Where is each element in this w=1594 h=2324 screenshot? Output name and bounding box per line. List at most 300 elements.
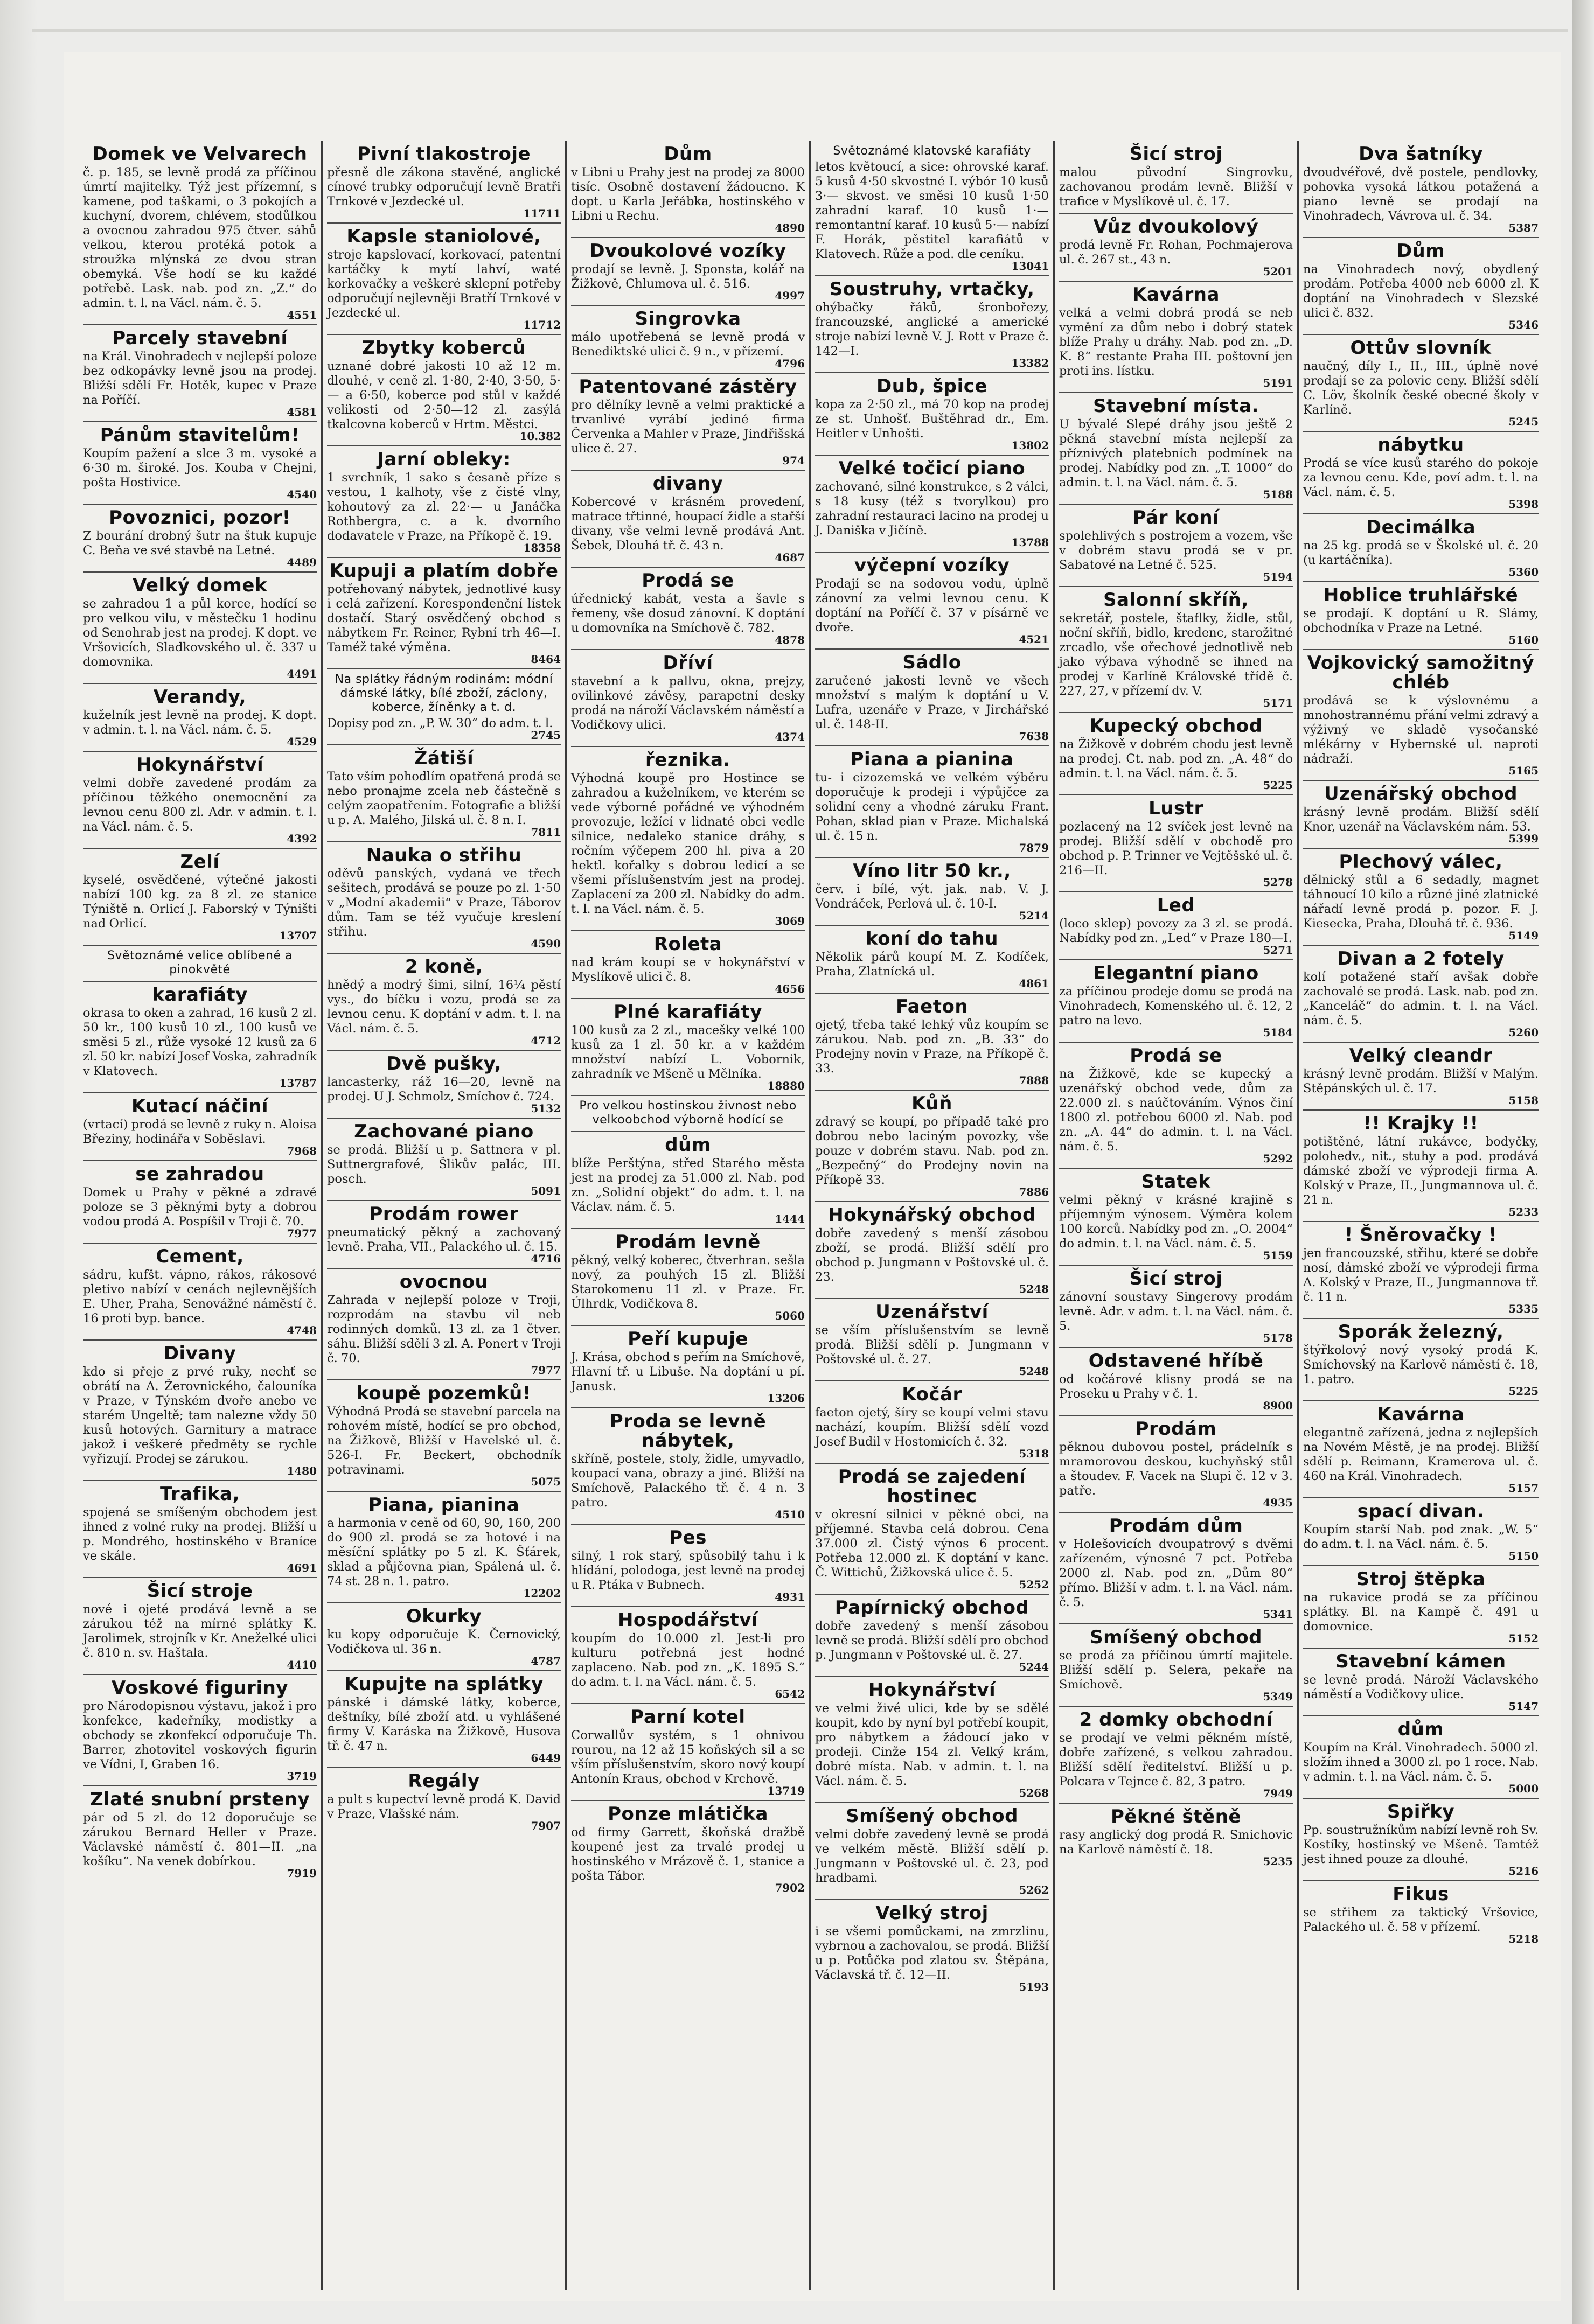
ad-number: 3719 xyxy=(287,1770,317,1783)
ad-number: 5233 xyxy=(1508,1205,1539,1218)
ad-number: 5178 xyxy=(1263,1331,1293,1344)
ad-body: a pult s kupectví levně prodá K. David v Praze, Vlašské nám. xyxy=(327,1792,561,1821)
classified-columns xyxy=(79,141,1544,2290)
classified-ad xyxy=(815,1091,1049,1202)
ad-heading: Kočár xyxy=(902,1384,962,1405)
ad-body: krásný levně prodám. Bližší v Malým. Stěpánských ul. č. 17. xyxy=(1303,1067,1539,1095)
classified-ad xyxy=(1059,282,1293,393)
ad-heading: Šicí stroj xyxy=(1129,143,1223,165)
ad-body: lancasterky, ráž 16—20, levně na prodej. U J. Schmolz, Smíchov č. 724. xyxy=(327,1075,561,1104)
ad-number: 5335 xyxy=(1508,1302,1539,1315)
ad-body: kopa za 2·50 zl., má 70 kop na prodej ze st. Unhošť. Buštěhrad dr., Em. Heitler v Unhošti. xyxy=(815,397,1049,441)
ad-heading: Verandy, xyxy=(153,686,247,708)
ad-heading: Cement, xyxy=(156,1246,244,1267)
classified-ad xyxy=(815,276,1049,373)
ad-heading: Jarní obleky: xyxy=(377,449,511,470)
ad-heading: Kutací náčiní xyxy=(131,1095,269,1117)
ad-body: prodá levně Fr. Rohan, Pochmajerova ul. č. 267 st., 43 n. xyxy=(1059,238,1293,267)
ad-body: velmi dobře zavedené prodám za příčinou těžkého onemocnění za levnou cenu 800 zl. Adr. v admin. t. l. na Václ. nám. č. 5. xyxy=(83,776,317,834)
ad-number: 4796 xyxy=(775,357,805,370)
classified-ad xyxy=(571,1326,805,1408)
ad-heading: Zlaté snubní prsteny xyxy=(89,1789,310,1810)
classified-ad xyxy=(1059,1169,1293,1266)
classified-ad xyxy=(327,1201,561,1269)
ad-heading: Pánům stavitelům! xyxy=(100,424,300,446)
classified-ad xyxy=(327,1051,561,1119)
ad-heading: Prodá se xyxy=(1130,1045,1222,1066)
column-1 xyxy=(79,141,323,2290)
classified-ad xyxy=(815,1900,1049,1996)
ad-number: 5193 xyxy=(1019,1980,1049,1993)
ad-number: 7638 xyxy=(1019,730,1049,743)
ad-body: pár od 5 zl. do 12 doporučuje se zárukou Bernard Heller v Praze. Václavské náměstí č. 801—II. „na košíku“. Na venek dobírkou. xyxy=(83,1811,317,1868)
classified-ad xyxy=(815,1677,1049,1803)
classified-ad xyxy=(1059,1624,1293,1707)
ad-heading: spací divan. xyxy=(1357,1501,1485,1522)
ad-body: pánské i dámské látky, koberce, deštníky, bílé zboží atd. u vyhlášené firmy V. Karáska na Žižkově, Husova tř. č. 47 n. xyxy=(327,1695,561,1753)
ad-body: Tato vším pohodlím opatřená prodá se nebo pronajme zcela neb částečně s celým zaopatřením. Fotografie a bližší u p. A. Malého, Jilská ul. č. 8 n. I. xyxy=(327,770,561,827)
ad-heading: Spiřky xyxy=(1387,1801,1455,1823)
ad-body: nad krám koupí se v hokynářství v Myslíkově ulici č. 8. xyxy=(571,955,805,984)
ad-heading: Smíšený obchod xyxy=(1090,1627,1262,1648)
ad-body: v okresní silnici v pěkné obci, na příjemné. Stavba celá dobrou. Cena 37.000 zl. Čistý výnos 6 procent. Potřeba 12.000 zl. K doptání v kanc. Č. Wittichů, Žižkovská ulice č. 5. xyxy=(815,1508,1049,1580)
classified-ad xyxy=(327,669,561,745)
ad-heading: Decimálka xyxy=(1366,517,1476,538)
ad-number: 5152 xyxy=(1508,1632,1539,1645)
ad-body: pro dělníky levně a velmi praktické a trvanlivé vyrábí jediné firma Červenka a Mahler v Praze, Jindřišská ulice č. 27. xyxy=(571,398,805,456)
ad-heading: Soustruhy, vrtačky, xyxy=(829,278,1035,300)
ad-heading: Voskové figuriny xyxy=(112,1677,288,1699)
ad-number: 5318 xyxy=(1019,1447,1049,1460)
classified-ad xyxy=(83,982,317,1093)
ad-body: Pp. soustružníkům nabízí levně roh Sv. Kostíky, hostinský ve Mšeně. Tamtéž jest ihned pouze za dlouhé. xyxy=(1303,1823,1539,1866)
ad-body: na Král. Vinohradech v nejlepší poloze bez odkopávky levně jsou na prodej. Bližší sdělí Fr. Hotěk, kupec v Praze na Poříčí. xyxy=(83,350,317,407)
ad-number: 5149 xyxy=(1508,929,1539,942)
ad-body: krásný levně prodám. Bližší sdělí Knor, uzenář na Václavském nám. 53. xyxy=(1303,805,1539,834)
ad-number: 13719 xyxy=(767,1784,805,1797)
ad-heading: se zahradou xyxy=(135,1163,264,1185)
classified-ad xyxy=(571,141,805,238)
ad-body: zdravý se koupí, po případě také pro dobrou nebo laciným povozky, vše pouze v dobrém stavu. Nab. pod zn. „Bezpečný“ do Prodejny novin na Příkopě 33. xyxy=(815,1115,1049,1187)
ad-heading: Elegantní piano xyxy=(1093,962,1259,984)
ad-body: velká a velmi dobrá prodá se neb vymění za dům nebo i dobrý statek blíže Prahy u dráhy. Nab. pod zn. „D. K. 8“ restante Praha III. poštovní jen proti ins. lístku. xyxy=(1059,306,1293,378)
classified-ad xyxy=(1303,1401,1539,1498)
classified-ad xyxy=(1303,1566,1539,1649)
ad-heading: Dvě pušky, xyxy=(386,1053,502,1074)
ad-heading: Stavební kámen xyxy=(1335,1651,1506,1672)
classified-ad xyxy=(83,1093,317,1161)
classified-ad xyxy=(571,1607,805,1704)
classified-ad xyxy=(1059,1707,1293,1804)
ad-body: dobře zavedený s menší zásobou zboží, se prodá. Bližší sdělí pro obchod p. Jungmann v Poštovské ul. č. 23. xyxy=(815,1226,1049,1284)
ad-number: 5157 xyxy=(1508,1482,1539,1495)
ad-heading: Šicí stroj xyxy=(1129,1268,1223,1289)
ad-body: Domek u Prahy v pěkné a zdravé poloze se 3 pěknými byty a dobrou vodou prodá A. Pospíšil v Troji č. 70. xyxy=(83,1185,317,1229)
ad-number: 4716 xyxy=(531,1252,561,1265)
ad-heading: Peří kupuje xyxy=(628,1328,748,1350)
classified-ad xyxy=(1303,238,1539,335)
classified-ad xyxy=(1303,141,1539,238)
ad-body: kuželník jest levně na prodej. K dopt. v admin. t. l. na Václ. nám. č. 5. xyxy=(83,708,317,737)
classified-ad xyxy=(1059,795,1293,892)
classified-ad xyxy=(571,1525,805,1607)
classified-ad xyxy=(1303,1043,1539,1111)
ad-number: 5349 xyxy=(1263,1690,1293,1703)
ad-body: Prodá se více kusů starého do pokoje za levnou cenu. Kde, poví adm. t. l. na Václ. nám. č. 5. xyxy=(1303,456,1539,499)
ad-body: spojená se smíšeným obchodem jest ihned z volné ruky na prodej. Bližší u p. Mondrého, hostinského v Braníce ve skále. xyxy=(83,1505,317,1563)
ad-heading: Žátiší xyxy=(414,748,474,769)
ad-body: se střihem za taktický Vršovice, Palackého ul. č. 58 v přízemí. xyxy=(1303,1906,1539,1934)
column-6 xyxy=(1299,141,1543,2290)
classified-ad xyxy=(571,471,805,568)
ad-body: na Žižkově v dobrém chodu jest levně na prodej. Ct. nab. pod zn. „A. 48“ do admin. t. l. na Václ. nám. č. 5. xyxy=(1059,737,1293,780)
ad-body: oděvů panských, vydaná ve třech sešitech, prodává se pouze po zl. 1·50 v „Modní akademii“ v Praze, Táborov dům. Tam se též vyučuje kreslení střihu. xyxy=(327,867,561,939)
ad-heading: Víno litr 50 kr., xyxy=(853,860,1011,882)
ad-heading: Stavební místa. xyxy=(1093,395,1259,417)
ad-body: se prodají. K doptání u R. Slámy, obchodníka v Praze na Letné. xyxy=(1303,606,1539,635)
ad-number: 13382 xyxy=(1011,357,1049,369)
ad-number: 5132 xyxy=(531,1102,561,1115)
ad-heading: Parní kotel xyxy=(630,1706,746,1728)
ad-number: 5171 xyxy=(1263,696,1293,709)
classified-ad xyxy=(1303,1319,1539,1401)
ad-heading: Velký domek xyxy=(132,575,268,596)
ad-body: č. p. 185, se levně prodá za příčinou úmrtí majitelky. Týž jest přízemní, s kamene, pod taškami, o 3 pokojích a kuchyní, dvorem, chlévem, stodůlkou a ovocnou zahradou 975 čtver. sáhů velkou, kterou protéká potok a stroužka mlýnská ze dvou stran obemyká. Vše hodí se ku každé potřebě. Lask. nab. pod zn. „Z.“ do admin. t. l. na Václ. nám. č. 5. xyxy=(83,165,317,310)
ad-number: 5060 xyxy=(775,1309,805,1322)
classified-ad xyxy=(327,1603,561,1671)
ad-number: 11712 xyxy=(523,318,561,331)
ad-heading: Zbytky koberců xyxy=(361,337,526,359)
ad-body: na Žižkově, kde se kupecký a uzenářský obchod vede, dům za 22.000 zl. s naúčtováním. Výnos činí 1800 zl. potřebou 6000 zl. Nab. pod zn. „A. 44“ do admin. t. l. na Václ. nám. č. 5. xyxy=(1059,1067,1293,1154)
classified-ad xyxy=(1303,514,1539,582)
ad-heading: Kavárna xyxy=(1377,1404,1465,1425)
ad-number: 1480 xyxy=(287,1464,317,1477)
classified-ad xyxy=(1303,432,1539,514)
ad-number: 5160 xyxy=(1508,633,1539,646)
classified-ad xyxy=(815,373,1049,456)
ad-number: 5260 xyxy=(1508,1026,1539,1039)
ad-body: zánovní soustavy Singerovy prodám levně. Adr. v adm. t. l. na Václ. nám. č. 5. xyxy=(1059,1290,1293,1333)
ad-body: Výhodná Prodá se stavební parcela na rohovém místě, hodící se pro obchod, na Žižkově, Bližší v Havelské ul. č. 526-I. Fr. Beckert, obchodník potravinami. xyxy=(327,1405,561,1477)
ad-body: se vším příslušenstvím se levně prodá. Bližší sdělí p. Jungmann v Poštovské ul. č. 27. xyxy=(815,1323,1049,1366)
classified-ad xyxy=(571,374,805,471)
ad-body: (vrtací) prodá se levně z ruky n. Aloisa Březiny, hodinářa v Soběslavi. xyxy=(83,1118,317,1146)
classified-ad xyxy=(327,745,561,842)
ad-number: 6542 xyxy=(775,1687,805,1700)
ad-number: 5147 xyxy=(1508,1700,1539,1713)
classified-ad xyxy=(327,224,561,335)
classified-ad xyxy=(83,422,317,505)
classified-ad xyxy=(83,849,317,946)
ad-heading: Fikus xyxy=(1393,1883,1449,1905)
classified-ad xyxy=(815,746,1049,858)
ad-body: málo upotřebená se levně prodá v Benediktské ulici č. 9 n., v přízemí. xyxy=(571,330,805,359)
ad-number: 4712 xyxy=(531,1034,561,1047)
ad-number: 7949 xyxy=(1263,1787,1293,1800)
ad-heading: Divany xyxy=(163,1343,236,1364)
ad-heading: ovocnou xyxy=(399,1271,489,1293)
ad-number: 5244 xyxy=(1019,1660,1049,1673)
ad-number: 4890 xyxy=(775,221,805,234)
ad-body: se zahradou 1 a půl korce, hodící se pro velkou vilu, v městečku 1 hodinu od Senohrab jest na prodej. K dopt. ve Vršovicích, Sladkovského ul. č. 337 u domovnika. xyxy=(83,597,317,669)
ad-body: Koupím starší Nab. pod znak. „W. 5“ do adm. t. l. na Václ. nám. č. 5. xyxy=(1303,1523,1539,1551)
ad-body: se levně prodá. Nároží Václavského náměstí a Vodičkovy ulice. xyxy=(1303,1673,1539,1701)
ad-number: 4997 xyxy=(775,289,805,302)
classified-ad xyxy=(815,926,1049,994)
ad-body: Dopisy pod zn. „P. W. 30“ do adm. t. l. xyxy=(327,716,553,730)
ad-heading: Hokynářský obchod xyxy=(828,1204,1036,1226)
ad-number: 5271 xyxy=(1263,944,1293,957)
ad-body: naučný, díly I., II., III., úplně nové prodají se za polovic ceny. Bližší sdělí C. Löv, školník české obecné školy v Karlíně. xyxy=(1303,359,1539,417)
ad-number: 4551 xyxy=(287,309,317,322)
ad-heading: Hospodářství xyxy=(617,1609,758,1631)
ad-heading: Prodá se xyxy=(642,570,734,591)
classified-ad xyxy=(815,456,1049,553)
ad-heading: Patentované zástěry xyxy=(579,376,797,397)
column-3 xyxy=(567,141,811,2290)
ad-number: 4392 xyxy=(287,832,317,845)
ad-body: se prodají ve velmi pěkném místě, dobře zařízené, s velkou zahradou. Bližší sdělí ředitelství. Bližší u p. Polcara v Tejnce č. 82, 3 patro. xyxy=(1059,1731,1293,1789)
classified-ad xyxy=(83,325,317,422)
ad-number: 4491 xyxy=(287,667,317,680)
classified-ad xyxy=(1303,946,1539,1043)
classified-ad xyxy=(327,558,561,669)
ad-heading: Regály xyxy=(408,1770,480,1792)
ad-body: letos květoucí, a sice: ohrovské karaf. 5 kusů 4·50 skvostné I. výbór 10 kusů 3·— skvost. ve směsi 10 kusů 1·50 zahradní karaf. 10 kusů 1·— remontantní karaf. 10 kusů 5·— nabízí F. Horák, pěstitel karafiátů v Klatovech. Růže a pod. dle ceníku. xyxy=(815,160,1049,261)
ad-heading: Statek xyxy=(1141,1171,1211,1192)
ad-heading: Okurky xyxy=(406,1606,482,1627)
ad-body: úřednický kabát, vesta a šavle s řemeny, vše dosud zánovní. K doptání u domovníka na Smíchově č. 782. xyxy=(571,592,805,635)
ad-heading: !! Krajky !! xyxy=(1363,1113,1479,1134)
classified-ad xyxy=(1303,335,1539,432)
ad-heading: Vojkovický samožitný chléb xyxy=(1307,652,1535,693)
ad-body: pěkný, velký koberec, čtverhran. sešla nový, za pouhých 15 zl. Bližší Starokomenu 11 zl. v Praze. Fr. Úlhrdk, Vodičkova 8. xyxy=(571,1253,805,1311)
ad-number: 7879 xyxy=(1019,841,1049,854)
ad-number: 7902 xyxy=(775,1881,805,1894)
ad-body: ohýbačky řáků, šronbořezy, francouzské, anglické a americké stroje nabízí levně V. J. Rott v Praze č. 142—I. xyxy=(815,301,1049,358)
ad-body: jen francouzské, střihu, které se dobře nosí, dámské zboží ve výprodeji firma A. Kolský v Praze, II., Jungmannova tř. č. 11 n. xyxy=(1303,1246,1539,1304)
classified-ad xyxy=(327,1380,561,1492)
ad-number: 4656 xyxy=(775,982,805,995)
classified-ad xyxy=(815,650,1049,746)
ad-heading: Zelí xyxy=(180,851,220,873)
ad-heading: Smíšený obchod xyxy=(846,1805,1018,1827)
ad-heading: 2 koně, xyxy=(405,956,483,978)
ad-body: kdo si přeje z prvé ruky, nechť se obrátí na A. Žerovnického, čalouníka v Praze, v Týnském dvoře anebo ve starém Ungeltě; tam nalezne vždy 50 kusů hotových. Garnitury a matrace jakož i veškeré předměty se rychle vyřizují. Prodej se zárukou. xyxy=(83,1365,317,1466)
classified-ad xyxy=(1059,1043,1293,1169)
ad-heading: Divan a 2 fotely xyxy=(1337,948,1505,969)
classified-ad xyxy=(571,1096,805,1132)
ad-body: prodají se levně. J. Sponsta, kolář na Žižkově, Chlumova ul. č. 516. xyxy=(571,262,805,291)
ad-heading: nábytku xyxy=(1377,434,1464,456)
ad-body: na rukavice prodá se za příčinou splátky. Bl. na Kampě č. 491 u domovnice. xyxy=(1303,1590,1539,1634)
ad-heading: Uzenářský obchod xyxy=(1324,783,1518,805)
ad-body: prodává se k výslovnému a mnohostrannému přání velmi zdravý a výživný ve skladě vysočanské mlékárny v Hybernské ul. naproti nádraží. xyxy=(1303,694,1539,766)
classified-ad xyxy=(327,1671,561,1768)
ad-number: 7907 xyxy=(531,1819,561,1832)
classified-ad xyxy=(571,747,805,931)
ad-heading: Domek ve Velvarech xyxy=(92,143,308,165)
ad-body: za příčinou prodeje domu se prodá na Vinohradech, Komenského ul. č. 12, 2 patro na levo. xyxy=(1059,985,1293,1028)
ad-body: nové i ojeté prodává levně a se zárukou též na mírné splátky K. Jarolimek, strojník v Kr. Aneželké ulici č. 810 n. sv. Haštala. xyxy=(83,1602,317,1660)
ad-number: 5091 xyxy=(531,1184,561,1197)
ad-body: silný, 1 rok starý, spůsobilý tahu i k hlídání, polodoga, jest levně na prodej u R. Ptáka v Bubnech. xyxy=(571,1549,805,1592)
ad-body: Koupím pažení a slce 3 m. vysoké a 6·30 m. široké. Jos. Kouba v Chejni, pošta Hostivice. xyxy=(83,446,317,490)
column-2 xyxy=(323,141,567,2290)
ad-body: velmi pěkný v krásné krajině s příjemným výnosem. Výměra kolem 100 korců. Nabídky pod zn. „O. 2004“ do admin. t. l. na Václ. nám. č. 5. xyxy=(1059,1193,1293,1251)
ad-heading: Papírnický obchod xyxy=(834,1597,1029,1618)
ad-number: 5341 xyxy=(1263,1608,1293,1621)
ad-number: 3069 xyxy=(775,915,805,927)
classified-ad xyxy=(83,684,317,752)
ad-number: 7977 xyxy=(531,1364,561,1377)
ad-heading: Velký stroj xyxy=(875,1902,989,1924)
ad-heading: Proda se levně nábytek, xyxy=(609,1411,767,1451)
ad-heading: Pro velkou hostinskou živnost nebo velkoobchod výborně hodící se xyxy=(579,1099,797,1127)
ad-number: 13788 xyxy=(1011,536,1049,549)
classified-ad xyxy=(815,858,1049,926)
ad-body: rasy anglický dog prodá R. Smichovic na Karlově náměstí č. 18. xyxy=(1059,1828,1293,1857)
ad-body: od firmy Garrett, škoňská dražbě koupené jest za trvalé prodej u hostinského v Mrázově č. 1, stanice a pošta Tábor. xyxy=(571,1825,805,1883)
ad-heading: Singrovka xyxy=(635,308,741,330)
ad-body: elegantně zařízená, jedna z nejlepších na Novém Městě, je na prodej. Bližší sdělí p. Reimann, Kramerova ul. č. 460 na Král. Vinohradech. xyxy=(1303,1426,1539,1483)
ad-body: Výhodná koupě pro Hostince se zahradou a kuželníkem, ve kterém se vede výborné pořádné ve výhodném provozuje, ležící v lidnaté obci vedle silnice, nedaleko stanice dráhy, s ročním výčepem 200 hl. piva a 20 hektl. kořalky s dobrou ledicí a se všemi příslušenstvím jest na prodej. Zaplacení za 200 zl. Nabídky do adm. t. l. na Václ. nám. č. 5. xyxy=(571,771,805,916)
ad-heading: Kupecký obchod xyxy=(1089,715,1263,737)
ad-heading: dům xyxy=(665,1134,711,1156)
classified-ad xyxy=(815,1464,1049,1595)
ad-number: 7811 xyxy=(531,826,561,839)
ad-body: pěknou dubovou postel, prádelník s mramorovou deskou, kuchyňský stůl a štoudev. F. Vacek na Slupi č. 12 v 3. patře. xyxy=(1059,1440,1293,1498)
ad-body: kolí potažené staří avšak dobře zachovalé se prodá. Lask. nab. pod zn. „Kanceláč“ do admin. t. l. na Václ. nám. č. 5. xyxy=(1303,970,1539,1028)
ad-number: 5184 xyxy=(1263,1026,1293,1039)
ad-heading: koní do tahu xyxy=(866,928,998,950)
classified-ad xyxy=(83,573,317,684)
ad-number: 5252 xyxy=(1019,1578,1049,1591)
ad-number: 6449 xyxy=(531,1751,561,1764)
classified-ad xyxy=(571,931,805,999)
ad-number: 18358 xyxy=(523,541,561,554)
ad-heading: Salonní skříň, xyxy=(1103,589,1249,611)
ad-body: velmi dobře zavedený levně se prodá ve velkém městě. Bližší sdělí p. Jungmann v Poštovské ul. č. 23, pod hradbami. xyxy=(815,1827,1049,1885)
ad-body: faeton ojetý, šíry se koupí velmi stavu nachází, koupím. Bližší sdělí vozd Josef Budil v Hostomicích č. 32. xyxy=(815,1406,1049,1449)
ad-heading: Piana, pianina xyxy=(368,1494,520,1516)
ad-number: 4861 xyxy=(1019,977,1049,990)
ad-number: 2745 xyxy=(531,729,561,742)
ad-heading: Světoznámé klatovské karafiáty xyxy=(833,144,1031,158)
ad-number: 4687 xyxy=(775,551,805,564)
ad-body: okrasa to oken a zahrad, 16 kusů 2 zl. 50 kr., 100 kusů 10 zl., 100 kusů ve směsi 5 zl., růže vysoké 12 kusů za 6 zl. 50 kr. nabízí Josef Voska, zahradník v Klatovech. xyxy=(83,1006,317,1078)
classified-ad xyxy=(1303,1716,1539,1799)
ad-body: v Libni u Prahy jest na prodej za 8000 tisíc. Osobně dostavení žádoucno. K dopt. u Karla Jeřábka, hostinského v Libni u Rechu. xyxy=(571,165,805,223)
ad-heading: Dvoukolové vozíky xyxy=(589,240,786,262)
ad-heading: Uzenářství xyxy=(875,1301,989,1323)
ad-body: ku kopy odporučuje K. Černovický, Vodičkova ul. 36 n. xyxy=(327,1628,561,1656)
classified-ad xyxy=(83,141,317,325)
ad-number: 5398 xyxy=(1508,498,1539,511)
classified-ad xyxy=(327,141,561,224)
classified-ad xyxy=(83,752,317,849)
ad-number: 18880 xyxy=(767,1079,805,1092)
column-4 xyxy=(811,141,1055,2290)
classified-ad xyxy=(1059,214,1293,282)
ad-number: 4374 xyxy=(775,730,805,743)
ad-number: 13802 xyxy=(1011,439,1049,452)
ad-number: 4590 xyxy=(531,937,561,950)
ad-body: kyselé, osvědčené, výtečné jakosti nabízí 100 kg. za 8 zl. ze stanice Týniště n. Orlicí J. Faborský v Týništi nad Orlicí. xyxy=(83,873,317,931)
ad-number: 4489 xyxy=(287,556,317,569)
ad-heading: Kavárna xyxy=(1132,284,1220,305)
classified-ad xyxy=(571,238,805,306)
classified-ad xyxy=(1059,141,1293,214)
ad-heading: Hokynářství xyxy=(136,754,264,776)
classified-ad xyxy=(83,1786,317,1882)
classified-ad xyxy=(815,1381,1049,1464)
ad-heading: dům xyxy=(1397,1719,1444,1740)
classified-ad xyxy=(571,568,805,650)
ad-body: sádru, kufšt. vápno, rákos, rákosové pletivo nabízí v cenách nejlevnějších E. Uher, Praha, Senovážné náměstí č. 16 proti byp. bance. xyxy=(83,1268,317,1325)
classified-ad xyxy=(1059,505,1293,587)
ad-body: skříně, postele, stoly, židle, umyvadlo, koupací vana, obrazy a jiné. Bližší na Smíchově, Palackého tř. č. 4 n. 3 patro. xyxy=(571,1452,805,1510)
classified-ad xyxy=(1303,781,1539,849)
classified-ad xyxy=(571,999,805,1096)
classified-ad xyxy=(1303,1799,1539,1881)
classified-ad xyxy=(83,505,317,573)
ad-body: a harmonia v ceně od 60, 90, 160, 200 do 900 zl. prodá se za hotové i na měsíční splátky po 5 zl. K. Šťárek, sklad a půjčovna pian, Spálená ul. č. 74 st. 28 n. 1. patro. xyxy=(327,1516,561,1588)
ad-number: 13787 xyxy=(279,1077,317,1090)
ad-number: 5245 xyxy=(1508,415,1539,428)
classified-ad xyxy=(83,1675,317,1786)
classified-ad xyxy=(571,1704,805,1801)
ad-heading: Velké točicí piano xyxy=(838,458,1026,479)
ad-heading: Kůň xyxy=(911,1093,952,1114)
ad-number: 974 xyxy=(782,454,805,467)
ad-heading: Velký cleandr xyxy=(1349,1045,1493,1066)
ad-number: 7968 xyxy=(287,1144,317,1157)
classified-ad xyxy=(83,1578,317,1675)
ad-body: Corwallův systém, s 1 ohnivou rourou, na 12 až 15 koňských sil a se vším příslušenstvím, skoro nový koupí Antonín Kraus, obchod v Krchově. xyxy=(571,1728,805,1786)
ad-heading: Povoznici, pozor! xyxy=(109,507,291,528)
ad-heading: Pěkné štěně xyxy=(1110,1806,1241,1827)
ad-body: 100 kusů za 2 zl., macešky velké 100 kusů za 1 zl. 50 kr. a v každém množství nabízí L. Vobornik, zahradník ve Mšeně u Mělníka. xyxy=(571,1023,805,1081)
ad-number: 8900 xyxy=(1263,1399,1293,1412)
ad-body: tu- i cizozemská ve velkém výběru doporučuje k prodeji i výpůjčce za solidní ceny a vhodné záruku Frant. Pohan, sklad pian v Praze. Michalská ul. č. 15 n. xyxy=(815,771,1049,843)
ad-number: 12202 xyxy=(523,1587,561,1600)
ad-heading: Pivní tlakostroje xyxy=(357,143,531,165)
ad-heading: Zachované piano xyxy=(354,1121,534,1142)
classified-ad xyxy=(1059,1348,1293,1416)
classified-ad xyxy=(815,553,1049,650)
classified-ad xyxy=(1303,650,1539,781)
ad-body: pro Národopisnou výstavu, jakož i pro konfekce, kadeřníky, modistky a obchody se zkonfekcí odporučuje Th. Barrer, zhotovitel voskových figurin ve Vídni, I, Graben 16. xyxy=(83,1699,317,1771)
ad-heading: Prodám levně xyxy=(615,1231,761,1253)
newspaper-page xyxy=(64,52,1561,2301)
ad-body: U bývalé Slepé dráhy jsou ještě 2 pěkná stavební místa nejlepší za příznivých platebních podmínek na prodej. Nabídky pod zn. „T. 1000“ do admin. t. l. na Václ. nám. č. 5. xyxy=(1059,417,1293,490)
ad-body: zaručené jakosti levně ve všech množství s malým k doptání u V. Lufra, uzenáře v Praze, v Jirchářské ul. č. 148-II. xyxy=(815,674,1049,731)
ad-number: 5214 xyxy=(1019,909,1049,922)
classified-ad xyxy=(571,1132,805,1229)
ad-body: potištěné, látní rukávce, bodyčky, polohedv., nit., stuhy a pod. prodává dámské zboží ve výprodeji firma A. Kolský v Praze, II., Jungmannova ul. č. 21 n. xyxy=(1303,1135,1539,1207)
ad-number: 5218 xyxy=(1508,1932,1539,1945)
ad-heading: Roleta xyxy=(653,933,722,955)
ad-heading: Dub, špice xyxy=(876,375,987,397)
ad-heading: Dům xyxy=(664,143,712,165)
classified-ad xyxy=(571,306,805,374)
ad-number: 5225 xyxy=(1508,1385,1539,1398)
ad-body: stavební a k pallvu, okna, prejzy, ovilinkové závěsy, parapetní desky prodá na nároží Václavském náměstí a Vodičkovy ulici. xyxy=(571,674,805,732)
ad-number: 4529 xyxy=(287,735,317,748)
classified-ad xyxy=(83,946,317,982)
classified-ad xyxy=(1059,587,1293,713)
